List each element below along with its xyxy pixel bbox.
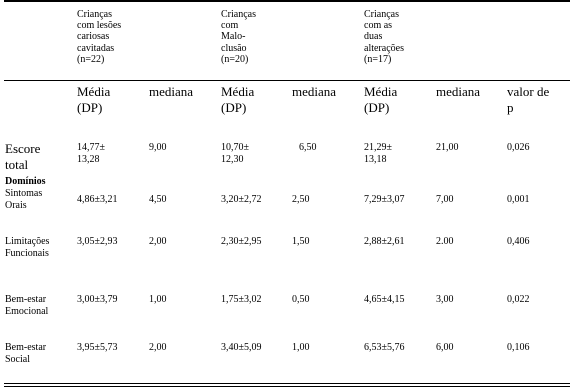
group-header-caries: Crianças com lesões cariosas cavitadas (n=22): [77, 9, 122, 65]
cell-emocional-g2-mediana: 0,50: [292, 294, 310, 305]
cell-sintomas-g2-media: 3,20±2,72: [221, 194, 262, 205]
row-label-bem-estar-social: Bem-estar Social: [5, 342, 47, 365]
cell-limitacoes-g3-mediana: 2.00: [436, 236, 454, 247]
bottom-rule-2: [4, 386, 570, 387]
group-header-ambas: Crianças com as duas alterações (n=17): [364, 9, 404, 65]
col-header-media-3: Média (DP): [364, 84, 398, 115]
row-label-bem-estar-emocional: Bem-estar Emocional: [5, 294, 49, 317]
cell-social-g3-mediana: 6,00: [436, 342, 454, 353]
cell-sintomas-g2-mediana: 2,50: [292, 194, 310, 205]
cell-escore-g2-mediana: 6,50: [299, 142, 317, 153]
col-header-valor-p: valor de p: [507, 84, 550, 115]
cell-escore-p: 0,026: [507, 142, 530, 153]
cell-social-g1-media: 3,95±5,73: [77, 342, 118, 353]
col-header-mediana-3: mediana: [436, 84, 481, 99]
cell-emocional-g1-media: 3,00±3,79: [77, 294, 118, 305]
cell-limitacoes-g1-media: 3,05±2,93: [77, 236, 118, 247]
cell-sintomas-p: 0,001: [507, 194, 530, 205]
cell-social-g2-media: 3,40±5,09: [221, 342, 262, 353]
cell-sintomas-g3-mediana: 7,00: [436, 194, 454, 205]
cell-limitacoes-g2-mediana: 1,50: [292, 236, 310, 247]
cell-limitacoes-g2-media: 2,30±2,95: [221, 236, 262, 247]
cell-limitacoes-g3-media: 2,88±2,61: [364, 236, 405, 247]
cell-emocional-g3-media: 4,65±4,15: [364, 294, 405, 305]
group-header-maloclusao: Crianças com Malo- clusão (n=20): [221, 9, 256, 65]
cell-escore-g1-media: 14,77± 13,28: [77, 142, 105, 165]
cell-social-g3-media: 6,53±5,76: [364, 342, 405, 353]
cell-emocional-g1-mediana: 1,00: [149, 294, 167, 305]
cell-limitacoes-g1-mediana: 2,00: [149, 236, 167, 247]
cell-emocional-g2-media: 1,75±3,02: [221, 294, 262, 305]
cell-escore-g3-media: 21,29± 13,18: [364, 142, 392, 165]
cell-limitacoes-p: 0,406: [507, 236, 530, 247]
row-label-escore-total: Escore total: [5, 141, 41, 172]
row-label-sintomas-orais: Sintomas Orais: [5, 188, 43, 211]
cell-emocional-g3-mediana: 3,00: [436, 294, 454, 305]
col-header-media-2: Média (DP): [221, 84, 255, 115]
cell-escore-g3-mediana: 21,00: [436, 142, 459, 153]
row-label-limitacoes-funcionais: Limitações Funcionais: [5, 236, 50, 259]
col-header-mediana-1: mediana: [149, 84, 194, 99]
cell-social-p: 0,106: [507, 342, 530, 353]
cell-sintomas-g1-mediana: 4,50: [149, 194, 167, 205]
cell-social-g2-mediana: 1,00: [292, 342, 310, 353]
col-header-mediana-2: mediana: [292, 84, 337, 99]
cell-sintomas-g1-media: 4,86±3,21: [77, 194, 118, 205]
top-rule: [4, 0, 570, 2]
col-header-media-1: Média (DP): [77, 84, 111, 115]
cell-escore-g1-mediana: 9,00: [149, 142, 167, 153]
cell-escore-g2-media: 10,70± 12,30: [221, 142, 249, 165]
cell-sintomas-g3-media: 7,29±3,07: [364, 194, 405, 205]
cell-emocional-p: 0,022: [507, 294, 530, 305]
header-rule: [4, 80, 570, 81]
cell-social-g1-mediana: 2,00: [149, 342, 167, 353]
bottom-rule-1: [4, 383, 570, 384]
section-heading-dominios: Domínios: [5, 176, 46, 187]
